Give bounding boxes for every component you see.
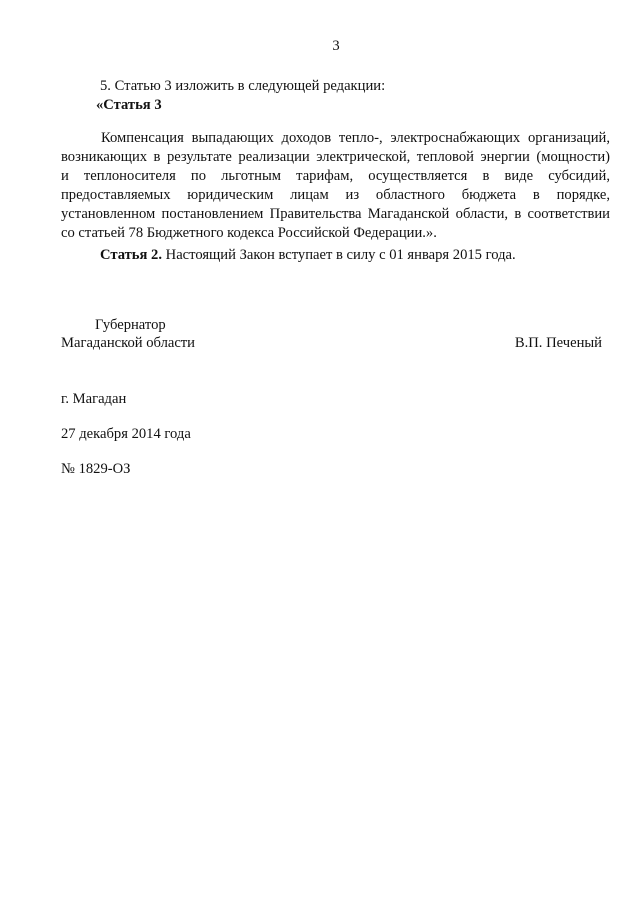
signatory-position-line2: Магаданской области <box>61 335 195 351</box>
article-2-label: Статья 2. <box>100 247 162 263</box>
place-of-signing: г. Магадан <box>61 391 127 407</box>
page-number: 3 <box>332 38 340 54</box>
signing-date: 27 декабря 2014 года <box>61 426 191 442</box>
article-3-paragraph <box>61 129 610 243</box>
signatory-position-line1: Губернатор <box>95 317 166 333</box>
law-number: № 1829-ОЗ <box>61 461 131 477</box>
paragraph-line: со статьей 78 Бюджетного кодекса Российской Федерации.». <box>61 225 437 241</box>
paragraph-line: предоставляемых юридическим лицам из областного бюджета в порядке, <box>61 187 610 203</box>
article-3-heading: «Статья 3 <box>96 97 162 113</box>
article-2-text: Настоящий Закон вступает в силу с 01 января 2015 года. <box>162 247 516 263</box>
paragraph-line: Компенсация выпадающих доходов тепло-, электроснабжающих организаций, <box>101 130 610 146</box>
amendment-item-5: 5. Статью 3 изложить в следующей редакции: <box>100 78 386 94</box>
paragraph-line: возникающих в результате реализации электрической, тепловой энергии (мощности) <box>61 149 610 165</box>
paragraph-line: установленном постановлением Правительства Магаданской области, в соответствии <box>61 206 610 222</box>
signatory-name: В.П. Печеный <box>514 335 602 351</box>
paragraph-line: и теплоносителя по льготным тарифам, осуществляется в виде субсидий, <box>61 168 610 184</box>
article-2-paragraph <box>100 246 516 265</box>
